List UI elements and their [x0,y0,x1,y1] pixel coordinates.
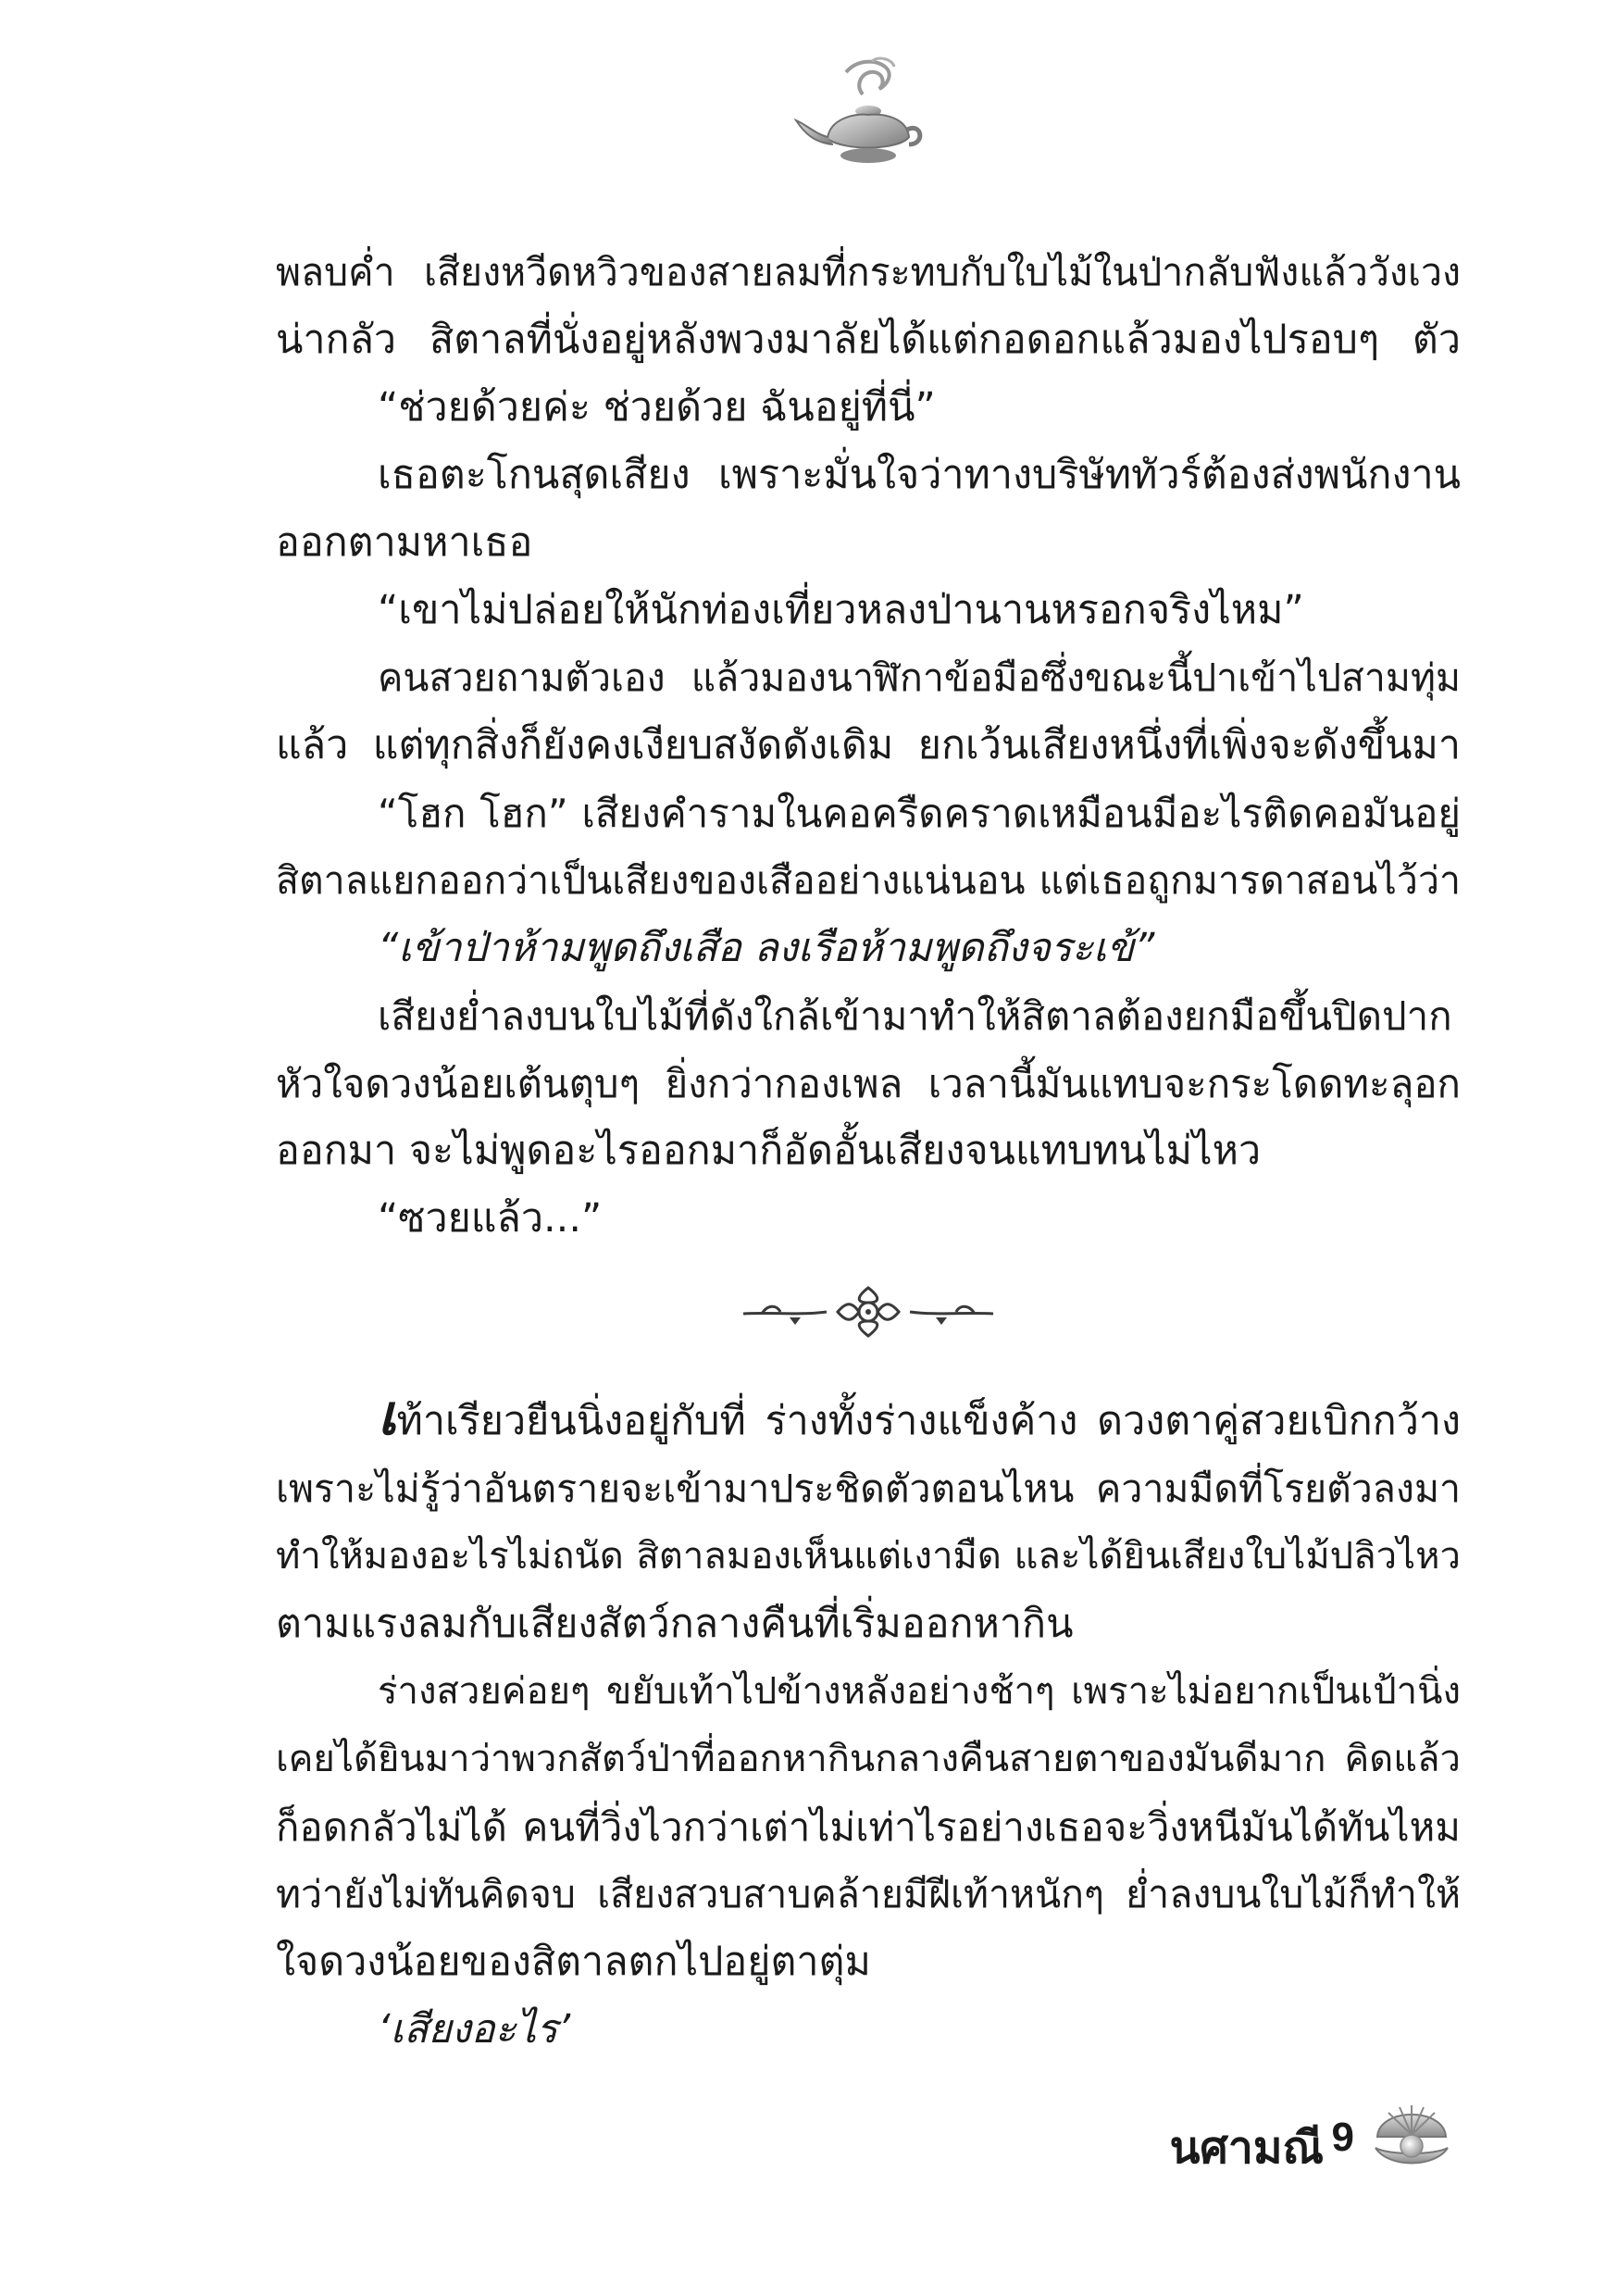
text-line [276,1383,1461,1455]
line-text: สิตาลแยกออกว่าเป็นเสียงของเสืออย่างแน่นอน แต่เธอถูกมารดาสอนไว้ว่า [276,858,1461,903]
line-text: ท้าเรียวยืนนิ่งอยู่กับที่ ร่างทั้งร่างแข็งค้าง ดวงตาคู่สวยเบิกกว้าง [396,1398,1461,1444]
text-line [276,1117,1461,1185]
line-text: “เขาไม่ปล่อยให้นักท่องเที่ยวหลงป่านานหรอกจริงไหม” [378,587,1304,633]
text-line [276,1793,1461,1861]
page-number: 9 [1331,2115,1354,2160]
line-text: “ช่วยด้วยค่ะ ช่วยด้วย ฉันอยู่ที่นี่” [378,384,936,430]
line-text: แล้ว แต่ทุกสิ่งก็ยังคงเงียบสงัดดังเดิม ยกเว้นเสียงหนึ่งที่เพิ่งจะดังขึ้นมา [276,722,1461,768]
text-line [276,780,1461,847]
text-line [276,1523,1461,1591]
line-text: ก็อดกลัวไม่ได้ คนที่วิ่งไวกว่าเต่าไม่เท่าไรอย่างเธอจะวิ่งหนีมันได้ทันไหม [276,1804,1461,1850]
line-text: ร่างสวยค่อยๆ ขยับเท้าไปข้างหลังอย่างช้าๆ เพราะไม่อยากเป็นเป้านิ่ง [378,1670,1461,1713]
line-text: หัวใจดวงน้อยเต้นตุบๆ ยิ่งกว่ากองเพล เวลานี้มันแทบจะกระโดดทะลุอก [276,1061,1461,1106]
line-text: ออกตามหาเธอ [276,519,533,566]
text-line [276,712,1461,780]
text-line [276,1928,1461,1996]
text-line [276,577,1461,644]
line-text: คนสวยถามตัวเอง แล้วมองนาฬิกาข้อมือซึ่งขณะนี้ปาเข้าไปสามทุ่ม [378,655,1461,700]
line-text: ทำให้มองอะไรไม่ถนัด สิตาลมองเห็นแต่เงามืด และได้ยินเสียงใบไม้ปลิวไหว [276,1535,1461,1578]
line-text: พลบค่ำ เสียงหวีดหวิวของสายลมที่กระทบกับใบไม้ในป่ากลับฟังแล้ววังเวง [276,250,1461,294]
text-line [276,1455,1461,1523]
line-text: เพราะไม่รู้ว่าอันตรายจะเข้ามาประชิดตัวตอนไหน ความมืดที่โรยตัวลงมา [276,1466,1461,1511]
drop-cap: เ [378,1383,397,1448]
line-text: “โฮก โฮก” เสียงคำรามในคอครืดคราดเหมือนมีอะไรติดคอมันอยู่ [378,791,1461,836]
floral-divider-icon [276,1253,1461,1388]
line-text: ใจดวงน้อยของสิตาลตกไปอยู่ตาตุ่ม [276,1939,871,1985]
page-footer [0,2094,1618,2196]
line-text: เคยได้ยินมาว่าพวกสัตว์ป่าที่ออกหากินกลางคืนสายตาของมันดีมาก คิดแล้ว [276,1738,1461,1780]
text-line [276,644,1461,712]
pearl-shell-icon [1370,2094,1453,2177]
text-line [276,239,1461,306]
text-line [276,915,1461,982]
book-title: นศามณี [1169,2122,1324,2174]
line-text: เธอตะโกนสุดเสียง เพราะมั่นใจว่าทางบริษัททัวร์ต้องส่งพนักงาน [378,452,1461,498]
text-line [276,306,1461,374]
line-text: ตามแรงลมกับเสียงสัตว์กลางคืนที่เริ่มออกหากิน [276,1601,1074,1647]
text-line [276,442,1461,509]
line-text: ‘เสียงอะไร’ [378,2006,571,2053]
genie-lamp-icon [790,54,929,174]
text-line [276,847,1461,915]
text-line [276,1185,1461,1253]
text-line [276,1726,1461,1793]
line-text: เสียงย่ำลงบนใบไม้ที่ดังใกล้เข้ามาทำให้สิตาลต้องยกมือขึ้นปิดปาก [378,993,1452,1039]
body-text [276,239,1461,2064]
text-line [276,1658,1461,1726]
text-line [276,1861,1461,1928]
text-line [276,374,1461,442]
line-text: “เข้าป่าห้ามพูดถึงเสือ ลงเรือห้ามพูดถึงจระเข้” [378,925,1155,971]
line-text: “ซวยแล้ว...” [378,1195,603,1242]
text-line [276,509,1461,577]
line-text: ทว่ายังไม่ทันคิดจบ เสียงสวบสาบคล้ายมีฝีเท้าหนักๆ ย่ำลงบนใบไม้ก็ทำให้ [276,1872,1461,1916]
text-line [276,1996,1461,2064]
text-line [276,1050,1461,1117]
line-text: ออกมา จะไม่พูดอะไรออกมาก็อัดอั้นเสียงจนแทบทนไม่ไหว [276,1128,1262,1174]
text-line [276,982,1461,1050]
line-text: น่ากลัว สิตาลที่นั่งอยู่หลังพวงมาลัยได้แต่กอดอกแล้วมองไปรอบๆ ตัว [276,317,1461,363]
text-line [276,1591,1461,1658]
